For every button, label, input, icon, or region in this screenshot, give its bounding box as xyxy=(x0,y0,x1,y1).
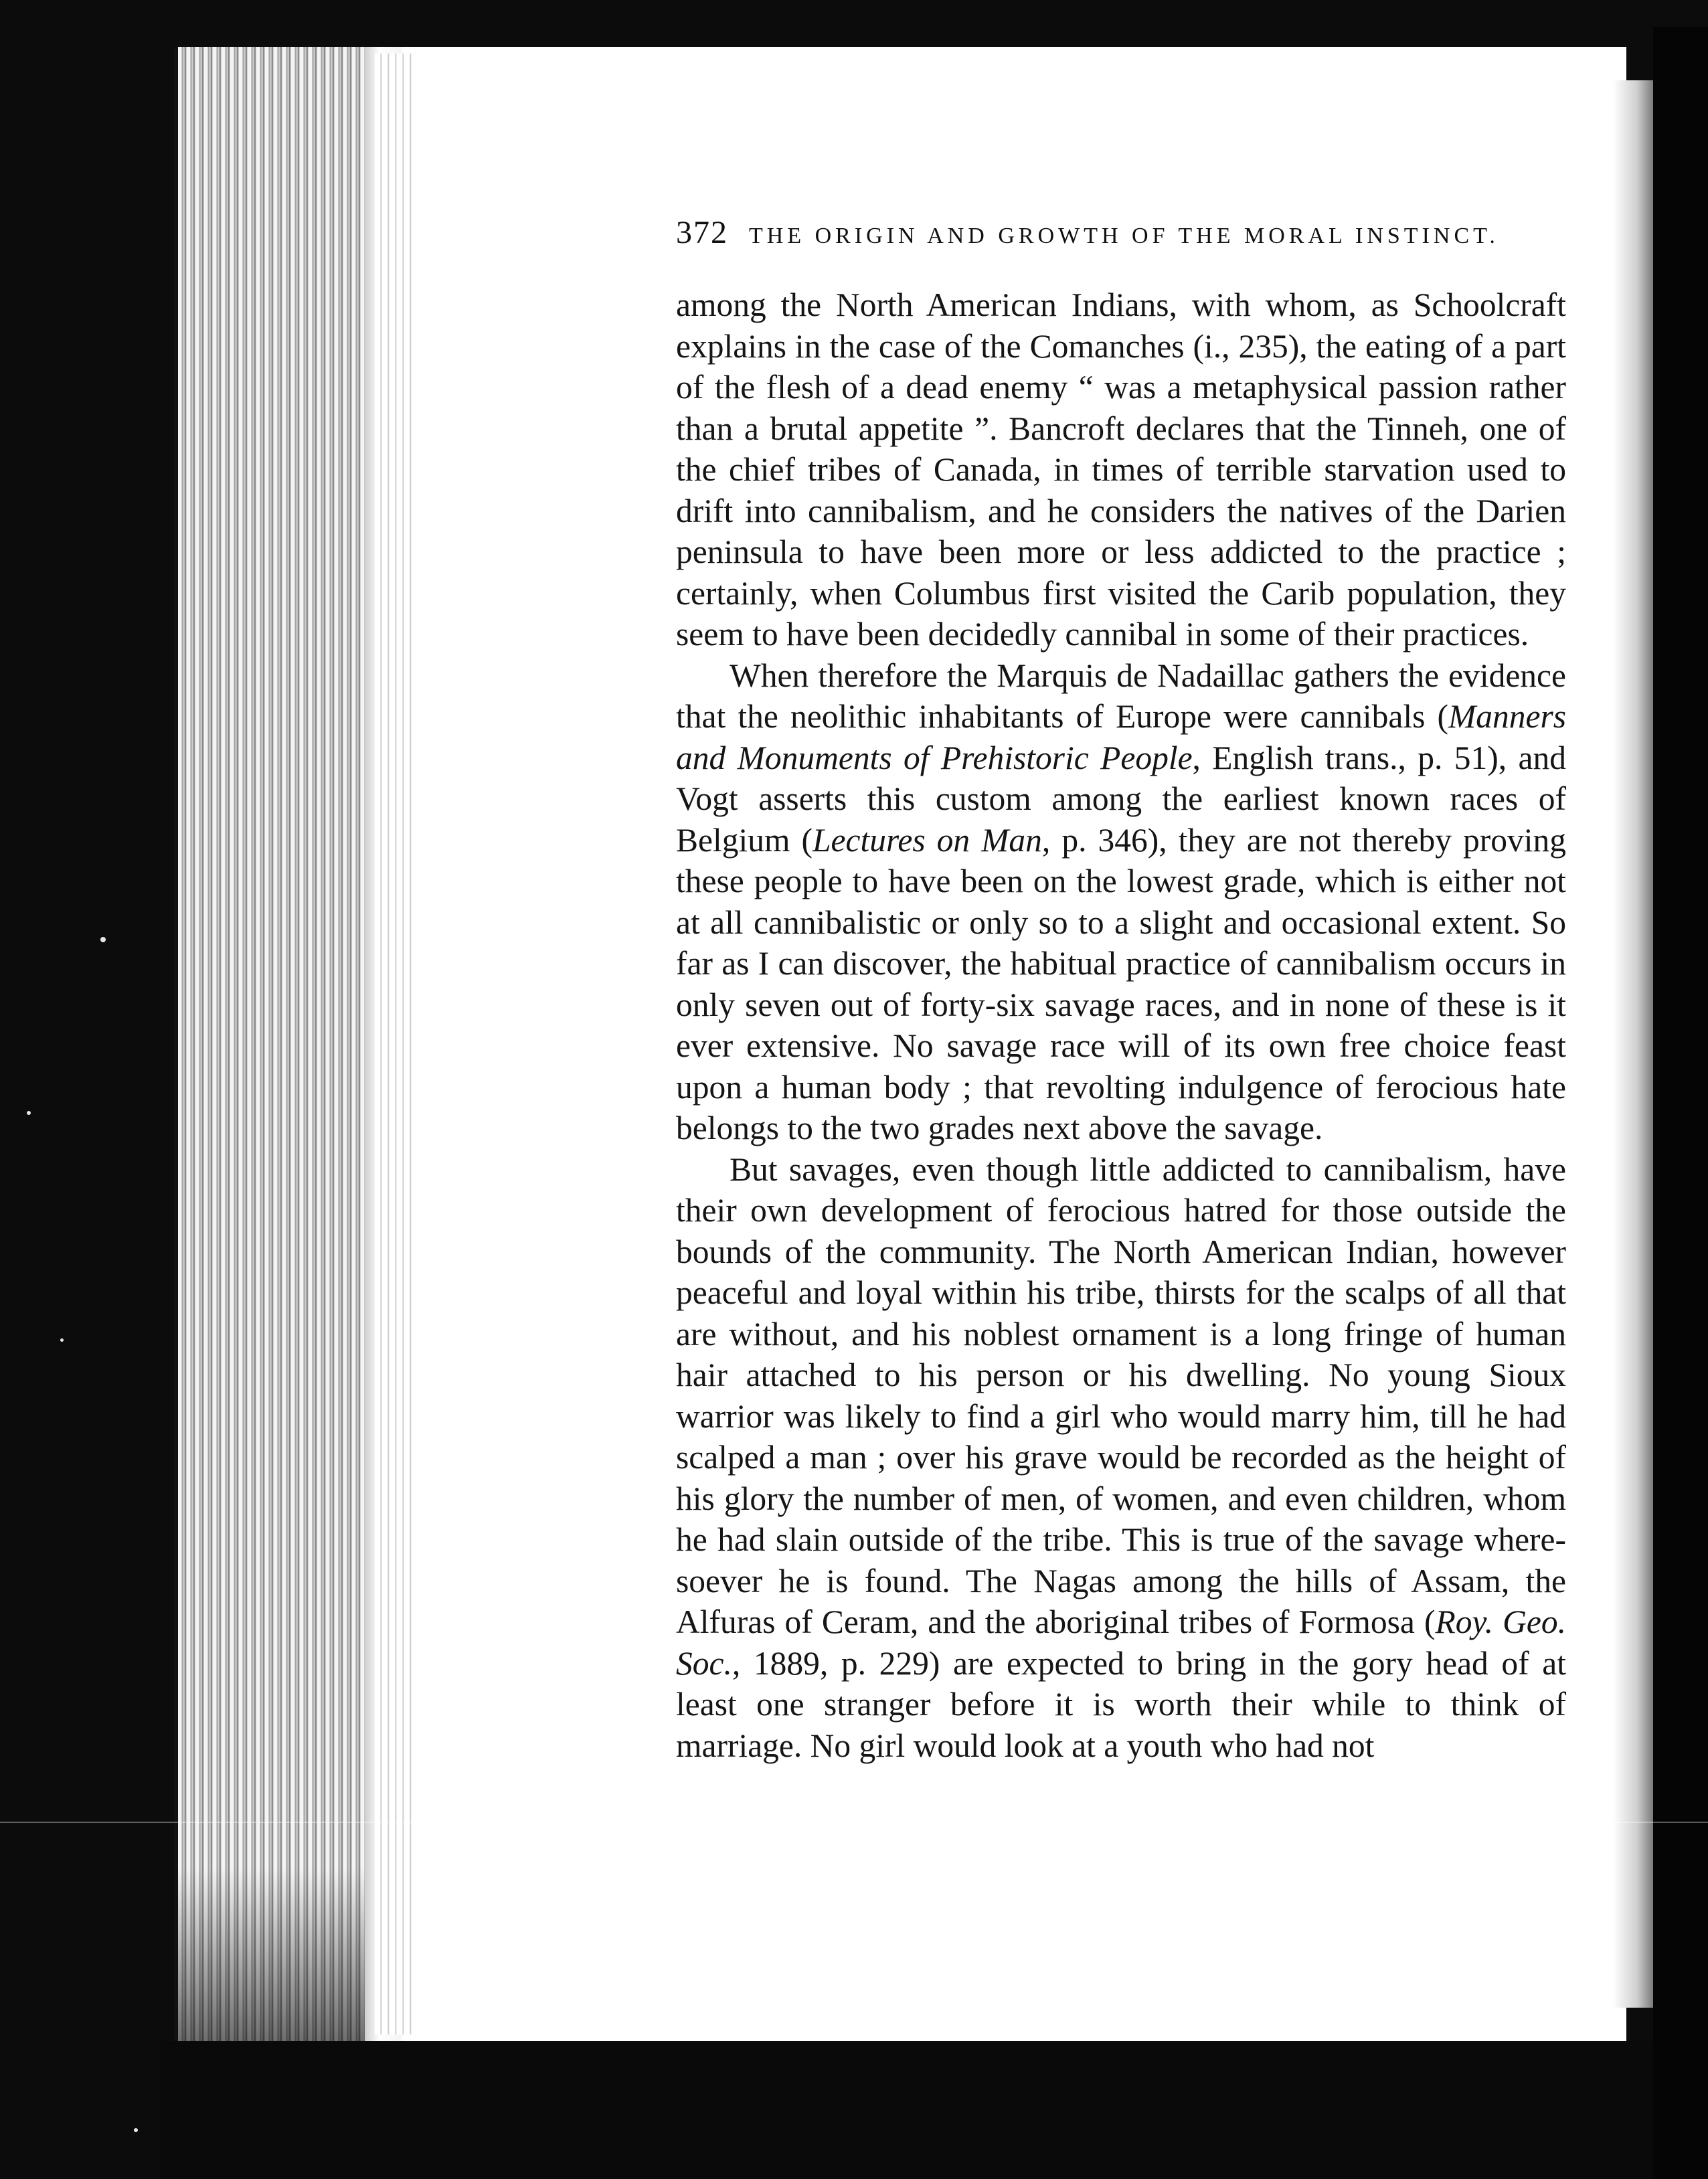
paragraph xyxy=(676,1149,1566,1767)
text-run: among the North American Indians, with whom, as Schoolcraft explains in the case of the Comanches (i., 235), the eating of a part of the flesh of a dead enemy “ was a metaphysical passion rather than a brutal appetite ”. Bancroft declares that the Tinneh, one of the chief tribes of Canada, in times of terrible starvation used to drift into cannibalism, and he considers the natives of the Darien peninsula to have been more or less addicted to the practice ; certainly, when Columbus first visited the Carib population, they seem to have been decidedly cannibal in some of their practices. xyxy=(676,286,1566,652)
text-run: , p. 346), they are not thereby proving these people to have been on the lowest grade, which is either not at all cannibalistic or only so to a slight and occasional extent. So far as I can discover, the habitual practice of cannibalism occurs in only seven out of forty-six savage races, and in none of these is it ever extensive. No savage race will of its own free choice feast upon a human body ; that revolting indulgence of ferocious hate belongs to the two grades next above the savage. xyxy=(676,821,1566,1146)
paragraph xyxy=(676,284,1566,655)
text-run: But savages, even though little addicted to cannibalism, have their own development of ferocious hatred for those outside the bounds of the community. The North American Indian, however peaceful and loyal within his tribe, thirsts for the scalps of all that are without, and his noblest ornament is a long fringe of human hair attached to his person or his dwelling. No young Sioux warrior was likely to find a girl who would marry him, till he had scalped a man ; over his grave would be recorded as the height of his glory the number of men, of women, and even children, whom he had slain outside of the tribe. This is true of the savage wheresoever he is found. The Nagas among the hills of Assam, the Alfuras of Ceram, and the aboriginal tribes of Formosa ( xyxy=(676,1150,1566,1640)
text-run: , 1889, p. 229) are expected to bring in the gory head of at least one stranger before it is worth their while to think of marriage. No girl would look at a youth who had not xyxy=(676,1644,1566,1764)
scan-artifact-line xyxy=(0,1822,1708,1823)
text-run: , English trans., p. 51), and Vogt asserts this custom among the earliest known races of Belgium ( xyxy=(676,739,1566,859)
scan-speck xyxy=(100,937,106,942)
paragraph xyxy=(676,655,1566,1149)
italic-citation: Lectures on Man xyxy=(813,821,1042,859)
italic-citation: Roy. Geo. Soc. xyxy=(676,1603,1566,1682)
scan-speck xyxy=(60,1338,64,1342)
page-number: 372 xyxy=(676,215,728,250)
scan-speck xyxy=(27,1111,31,1115)
running-header xyxy=(676,214,1566,251)
text-run: When therefore the Marquis de Nadaillac gathers the evidence that the neolithic inhabitants of Europe were cannibals ( xyxy=(676,657,1566,735)
page-stack-lines xyxy=(375,54,415,2034)
running-title: THE ORIGIN AND GROWTH OF THE MORAL INSTINCT. xyxy=(749,224,1499,248)
scan-bottom-border xyxy=(161,2041,1653,2179)
book-page-edges xyxy=(174,47,379,2041)
scan-speck xyxy=(134,2128,138,2132)
body-text xyxy=(676,284,1566,1766)
scan-right-border xyxy=(1653,27,1708,2179)
italic-citation: Manners and Monuments of Prehistoric People xyxy=(676,698,1566,776)
page-right-shadow xyxy=(1613,80,1653,2008)
